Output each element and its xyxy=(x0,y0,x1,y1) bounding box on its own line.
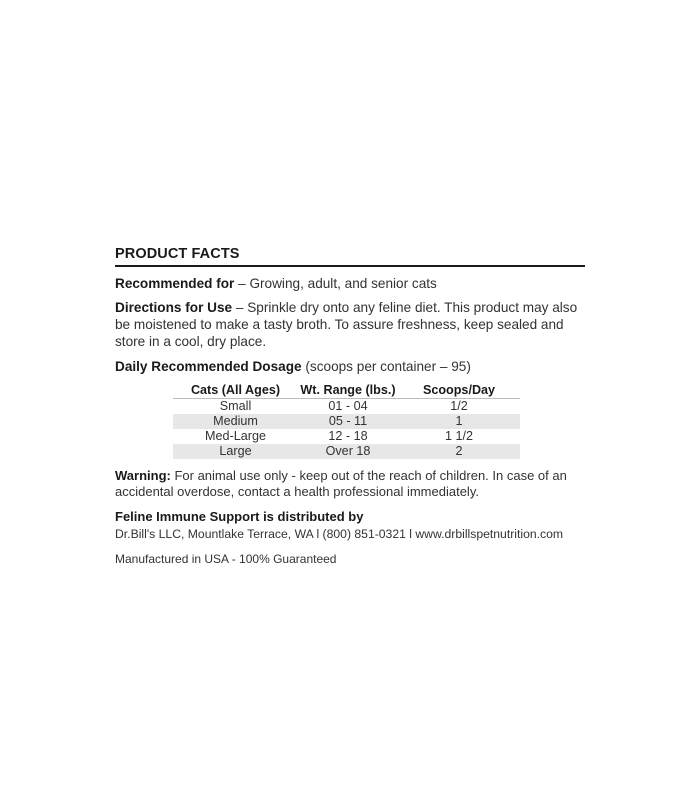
cell-weight-range: Over 18 xyxy=(298,444,398,459)
table-row xyxy=(173,429,520,444)
directions-text xyxy=(115,299,585,350)
cell-scoops: 1 1/2 xyxy=(444,429,473,443)
header-cats: Cats (All Ages) xyxy=(173,382,298,399)
warning-value: For animal use only - keep out of the reach of children. In case of an accidental overdose, contact a health professional immediately. xyxy=(115,468,567,499)
dosage-text xyxy=(115,358,585,375)
directions-value: – Sprinkle dry onto any feline diet. This product may also be moistened to make a tasty broth. To assure freshness, keep sealed and store in a cool, dry place. xyxy=(115,300,578,349)
recommended-for-value: – Growing, adult, and senior cats xyxy=(234,276,437,291)
recommended-for-text xyxy=(115,275,585,292)
dosage-table xyxy=(173,382,520,459)
table-row xyxy=(173,414,520,429)
dosage-label: Daily Recommended Dosage xyxy=(115,359,302,374)
cell-cat-size: Large xyxy=(173,444,298,459)
product-facts-panel xyxy=(115,246,585,566)
product-facts-title: PRODUCT FACTS xyxy=(115,246,585,267)
cell-cat-size: Med-Large xyxy=(205,429,266,443)
header-scoops-per-day: Scoops/Day xyxy=(398,382,520,399)
cell-scoops: 2 xyxy=(398,444,520,459)
header-weight-range: Wt. Range (lbs.) xyxy=(298,382,398,399)
cell-weight-range: 01 - 04 xyxy=(328,399,368,413)
cell-cat-size: Small xyxy=(219,399,252,413)
directions-label: Directions for Use xyxy=(115,300,233,315)
cell-scoops: 1/2 xyxy=(450,399,468,413)
warning-text xyxy=(115,468,585,500)
distributor-heading: Feline Immune Support is distributed by xyxy=(115,509,364,524)
distributor-contact: Dr.Bill's LLC, Mountlake Terrace, WA l (800) 851-0321 l www.drbillspetnutrition.com xyxy=(115,527,564,541)
table-row xyxy=(173,444,520,459)
dosage-table-header-row xyxy=(173,382,520,399)
cell-weight-range: 05 - 11 xyxy=(298,414,398,429)
table-row xyxy=(173,399,520,415)
cell-cat-size: Medium xyxy=(173,414,298,429)
warning-label: Warning: xyxy=(115,468,171,483)
dosage-note: (scoops per container – 95) xyxy=(301,359,471,374)
manufactured-note: Manufactured in USA - 100% Guaranteed xyxy=(115,552,337,566)
cell-weight-range: 12 - 18 xyxy=(328,429,368,443)
cell-scoops: 1 xyxy=(398,414,520,429)
recommended-for-label: Recommended for xyxy=(115,276,235,291)
